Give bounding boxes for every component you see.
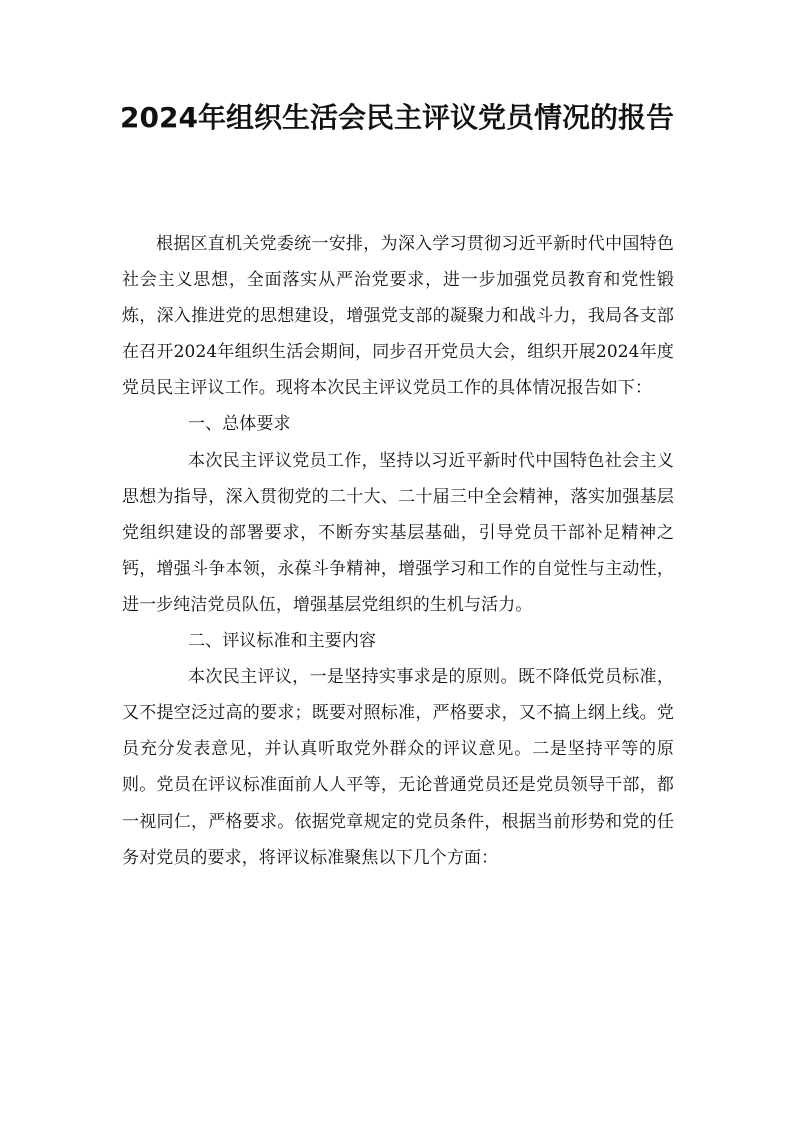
intro-paragraph: 根据区直机关党委统一安排，为深入学习贯彻习近平新时代中国特色社会主义思想，全面落实从严治党要求，进一步加强党员教育和党性锻炼，深入推进党的思想建设，增强党支部的凝聚力和战斗力，我局各支部在召开2024年组织生活会期间，同步召开党员大会，组织开展2024年度党员民主评议工作。现将本次民主评议党员工作的具体情况报告如下：: [122, 234, 674, 399]
evaluation-criteria-paragraph: 本次民主评议，一是坚持实事求是的原则。既不降低党员标准，又不提空泛过高的要求；既要对照标准，严格要求，又不搞上纲上线。党员充分发表意见，并认真听取党外群众的评议意见。二是坚持平等的原则。党员在评议标准面前人人平等，无论普通党员还是党员领导干部，都一视同仁，严格要求。依据党章规定的党员条件，根据当前形势和党的任务对党员的要求，将评议标准聚焦以下几个方面：: [122, 667, 674, 868]
document-body: [122, 226, 674, 876]
general-requirements-paragraph: 本次民主评议党员工作，坚持以习近平新时代中国特色社会主义思想为指导，深入贯彻党的二十大、二十届三中全会精神，落实加强基层党组织建设的部署要求，不断夯实基层基础，引导党员干部补足精神之钙，增强斗争本领，永葆斗争精神，增强学习和工作的自觉性与主动性，进一步纯洁党员队伍，增强基层党组织的生机与活力。: [122, 450, 674, 615]
section-heading-evaluation-criteria: 二、评议标准和主要内容: [188, 631, 377, 652]
document-title: 2024年组织生活会民主评议党员情况的报告: [120, 101, 674, 134]
section-heading-general-requirements: 一、总体要求: [188, 414, 291, 435]
